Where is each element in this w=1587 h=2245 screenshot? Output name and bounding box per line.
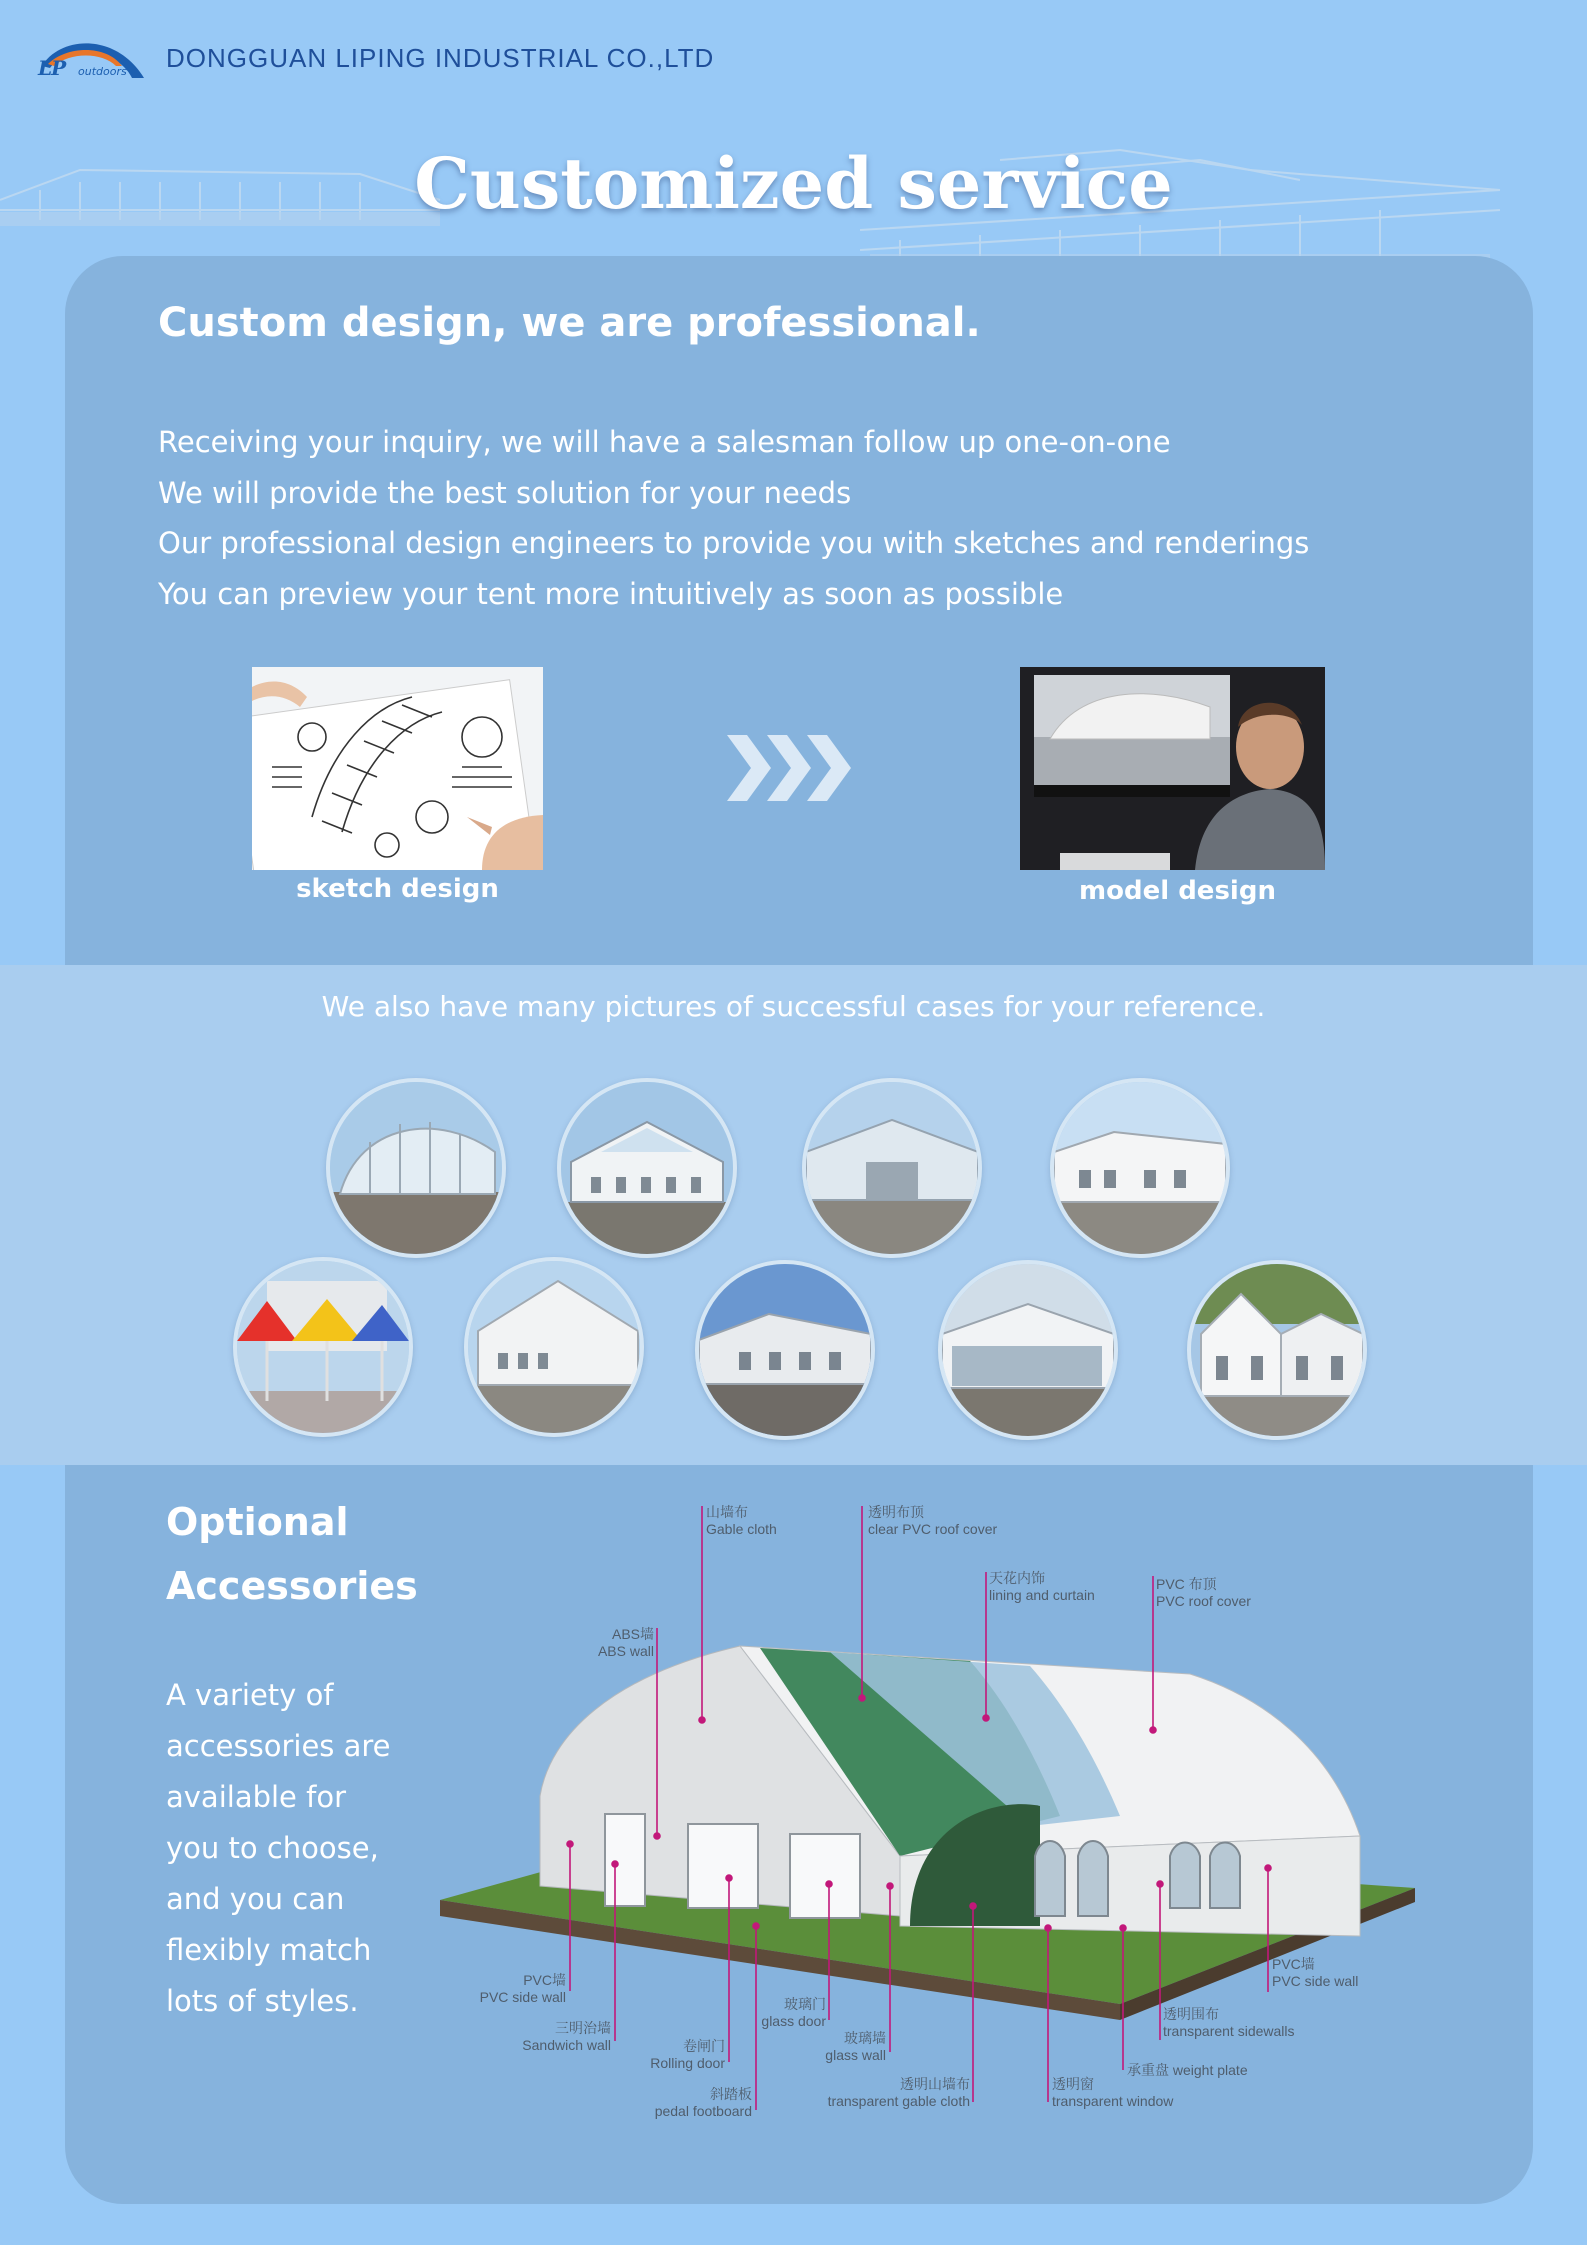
label-cn: 卷闸门 [683, 2038, 725, 2054]
label-transparent-gable [800, 2076, 970, 2110]
label-sandwich [490, 2020, 611, 2054]
label-cn: 透明山墙布 [900, 2076, 970, 2092]
case-photo-7[interactable] [695, 1260, 875, 1440]
label-en: transparent gable cloth [827, 2093, 970, 2109]
accessories-heading-line: Optional [166, 1500, 349, 1544]
company-logo[interactable] [36, 32, 148, 84]
sketch-design-image [252, 667, 543, 870]
label-transparent-sidewalls [1163, 2006, 1295, 2040]
label-en: Sandwich wall [522, 2037, 611, 2053]
label-pvc-side-left [460, 1972, 566, 2006]
design-line: Our professional design engineers to provide you with sketches and renderings [158, 526, 1310, 560]
label-en: PVC side wall [479, 1989, 566, 2005]
label-pedal [630, 2086, 752, 2120]
label-cn: ABS墙 [611, 1626, 654, 1642]
label-glass-door [730, 1996, 826, 2030]
accessories-line: accessories are [166, 1729, 391, 1763]
label-text: 承重盘 weight plate [1127, 2062, 1248, 2078]
accessories-line: flexibly match [166, 1933, 372, 1967]
logo-suffix: outdoors [78, 65, 127, 78]
accessories-line: lots of styles. [166, 1984, 359, 2018]
label-en: transparent sidewalls [1163, 2023, 1295, 2039]
accessories-line: and you can [166, 1882, 345, 1916]
label-cn: 透明围布 [1163, 2006, 1219, 2022]
accessories-line: you to choose, [166, 1831, 379, 1865]
label-cn: 天花内饰 [989, 1570, 1045, 1586]
label-pvc-roof [1156, 1576, 1251, 1610]
sketch-design-caption: sketch design [296, 874, 499, 904]
label-en: lining and curtain [989, 1587, 1095, 1603]
label-cn: 山墙布 [706, 1504, 748, 1520]
label-glass-wall [790, 2030, 886, 2064]
accessories-line: A variety of [166, 1678, 334, 1712]
label-cn: PVC墙 [1272, 1956, 1315, 1972]
label-abs-wall [580, 1626, 654, 1660]
company-name: DONGGUAN LIPING INDUSTRIAL CO.,LTD [166, 42, 715, 73]
label-en: glass door [761, 2013, 826, 2029]
label-lining [989, 1570, 1095, 1604]
label-en: transparent window [1052, 2093, 1174, 2109]
tent-accessories-diagram [430, 1496, 1440, 2136]
label-cn: 玻璃门 [784, 1996, 826, 2012]
label-gable-cloth [706, 1504, 777, 1538]
case-photo-2[interactable] [557, 1078, 737, 1258]
model-design-caption: model design [1079, 876, 1276, 906]
label-cn: 玻璃墙 [844, 2030, 886, 2046]
label-cn: PVC墙 [523, 1972, 566, 1988]
case-photo-4[interactable] [1050, 1078, 1230, 1258]
case-photo-3[interactable] [802, 1078, 982, 1258]
design-line: Receiving your inquiry, we will have a salesman follow up one-on-one [158, 425, 1171, 459]
page-title: Customized service [414, 142, 1173, 225]
cases-text: We also have many pictures of successful cases for your reference. [321, 990, 1266, 1023]
case-photo-1[interactable] [326, 1078, 506, 1258]
triple-chevron-right-icon [725, 735, 857, 801]
label-en: PVC roof cover [1156, 1593, 1251, 1609]
label-cn: 透明窗 [1052, 2076, 1094, 2092]
accessories-heading [166, 1490, 418, 1618]
label-cn: PVC 布顶 [1156, 1576, 1217, 1592]
case-photo-5[interactable] [233, 1257, 413, 1437]
label-en: PVC side wall [1272, 1973, 1359, 1989]
model-design-image [1020, 667, 1325, 870]
label-cn: 三明治墙 [555, 2020, 611, 2036]
label-cn: 透明布顶 [868, 1504, 924, 1520]
label-en: Gable cloth [706, 1521, 777, 1537]
label-cn: 斜踏板 [710, 2086, 752, 2102]
label-pvc-side-right [1272, 1956, 1358, 1990]
logo-initials: LP [38, 56, 66, 80]
design-heading: Custom design, we are professional. [158, 300, 981, 346]
case-photo-6[interactable] [464, 1257, 644, 1437]
label-en: Rolling door [650, 2055, 725, 2071]
header [36, 30, 714, 86]
label-en: ABS wall [597, 1643, 654, 1659]
design-line: We will provide the best solution for your needs [158, 475, 852, 510]
label-en: pedal footboard [654, 2103, 752, 2119]
label-clear-roof [868, 1504, 997, 1538]
label-transparent-window [1052, 2076, 1173, 2110]
case-photo-9[interactable] [1187, 1260, 1367, 1440]
case-photo-8[interactable] [938, 1260, 1118, 1440]
label-en: clear PVC roof cover [868, 1521, 998, 1537]
accessories-line: available for [166, 1780, 346, 1814]
accessories-heading-line: Accessories [166, 1564, 418, 1608]
label-rolling-door [622, 2038, 725, 2072]
design-line: You can preview your tent more intuitively as soon as possible [158, 576, 1064, 611]
design-description [158, 417, 1309, 619]
accessories-description [166, 1670, 391, 2027]
label-en: glass wall [825, 2047, 886, 2063]
